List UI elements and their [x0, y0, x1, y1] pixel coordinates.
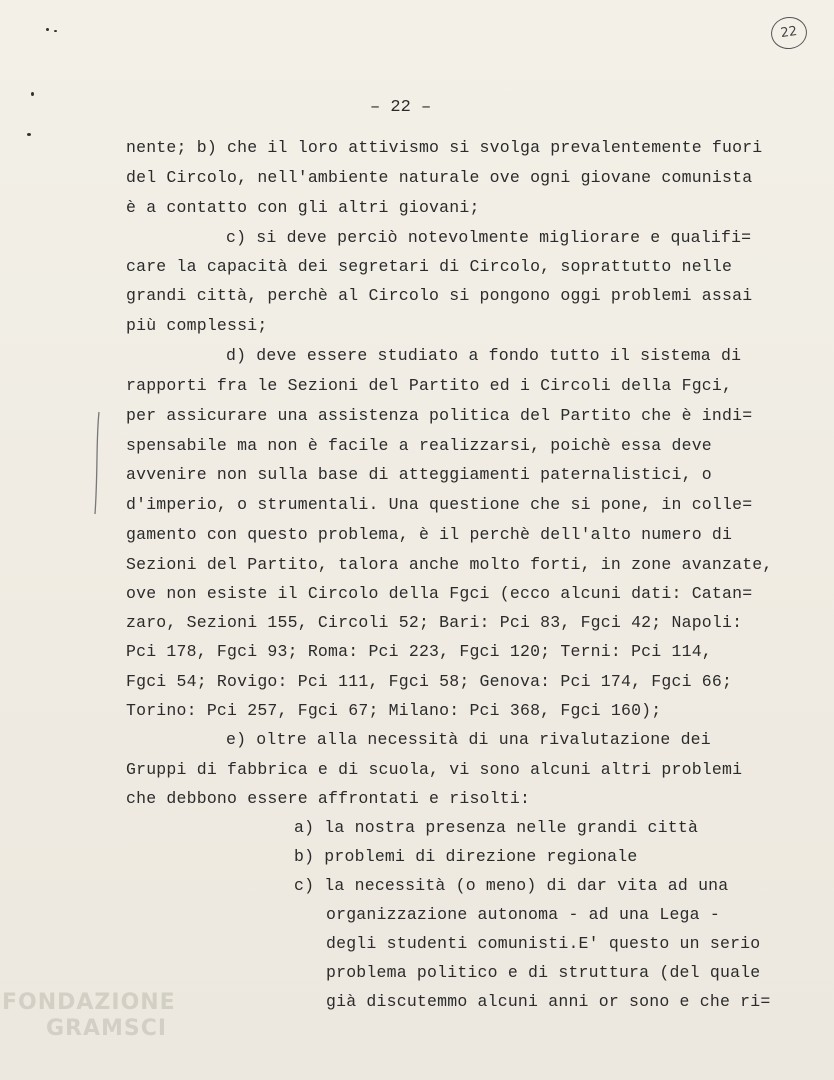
text-line: zaro, Sezioni 155, Circoli 52; Bari: Pci 83, Fgci 42; Napoli: [126, 613, 743, 632]
text-line: degli studenti comunisti.E' questo un serio [326, 934, 761, 953]
text-line: d'imperio, o strumentali. Una questione che si pone, in colle= [126, 495, 753, 514]
text-line: già discutemmo alcuni anni or sono e che ri= [326, 992, 771, 1011]
text-line: d) deve essere studiato a fondo tutto il sistema di [226, 346, 742, 365]
text-line: Pci 178, Fgci 93; Roma: Pci 223, Fgci 120; Terni: Pci 114, [126, 642, 712, 661]
watermark-line-2: GRAMSCI [46, 1016, 168, 1041]
text-line: grandi città, perchè al Circolo si pongono oggi problemi assai [126, 286, 753, 305]
text-line: c) la necessità (o meno) di dar vita ad una [294, 876, 729, 895]
text-line: Fgci 54; Rovigo: Pci 111, Fgci 58; Genova: Pci 174, Fgci 66; [126, 672, 733, 691]
text-line: nente; b) che il loro attivismo si svolga prevalentemente fuori [126, 138, 763, 157]
text-line: Gruppi di fabbrica e di scuola, vi sono alcuni altri problemi [126, 760, 743, 779]
text-line: ove non esiste il Circolo della Fgci (ecco alcuni dati: Catan= [126, 584, 753, 603]
ink-mark [46, 28, 49, 31]
page-number: – 22 – [370, 98, 432, 117]
text-line: per assicurare una assistenza politica del Partito che è indi= [126, 406, 753, 425]
text-line: problema politico e di struttura (del quale [326, 963, 761, 982]
text-line: organizzazione autonoma - ad una Lega - [326, 905, 720, 924]
text-line: che debbono essere affrontati e risolti: [126, 789, 531, 808]
text-line: avvenire non sulla base di atteggiamenti paternalistici, o [126, 465, 712, 484]
text-line: b) problemi di direzione regionale [294, 847, 638, 866]
text-line: Torino: Pci 257, Fgci 67; Milano: Pci 368, Fgci 160); [126, 701, 662, 720]
watermark-line-1: FONDAZIONE [2, 990, 176, 1015]
text-line: è a contatto con gli altri giovani; [126, 198, 480, 217]
ink-mark [31, 92, 34, 96]
text-line: gamento con questo problema, è il perchè dell'alto numero di [126, 525, 733, 544]
ink-mark [27, 133, 31, 136]
text-line: e) oltre alla necessità di una rivalutazione dei [226, 730, 711, 749]
watermark [2, 990, 176, 1042]
margin-pencil-line [92, 410, 102, 516]
text-line: spensabile ma non è facile a realizzarsi, poichè essa deve [126, 436, 712, 455]
text-line: a) la nostra presenza nelle grandi città [294, 818, 699, 837]
ink-mark [54, 30, 57, 32]
text-line: c) si deve perciò notevolmente migliorare e qualifi= [226, 228, 752, 247]
archive-stamp: 22 [769, 15, 809, 52]
text-line: Sezioni del Partito, talora anche molto forti, in zone avanzate, [126, 555, 773, 574]
text-line: care la capacità dei segretari di Circolo, soprattutto nelle [126, 257, 733, 276]
text-line: rapporti fra le Sezioni del Partito ed i Circoli della Fgci, [126, 376, 733, 395]
text-line: più complessi; [126, 316, 268, 335]
text-line: del Circolo, nell'ambiente naturale ove ogni giovane comunista [126, 168, 753, 187]
